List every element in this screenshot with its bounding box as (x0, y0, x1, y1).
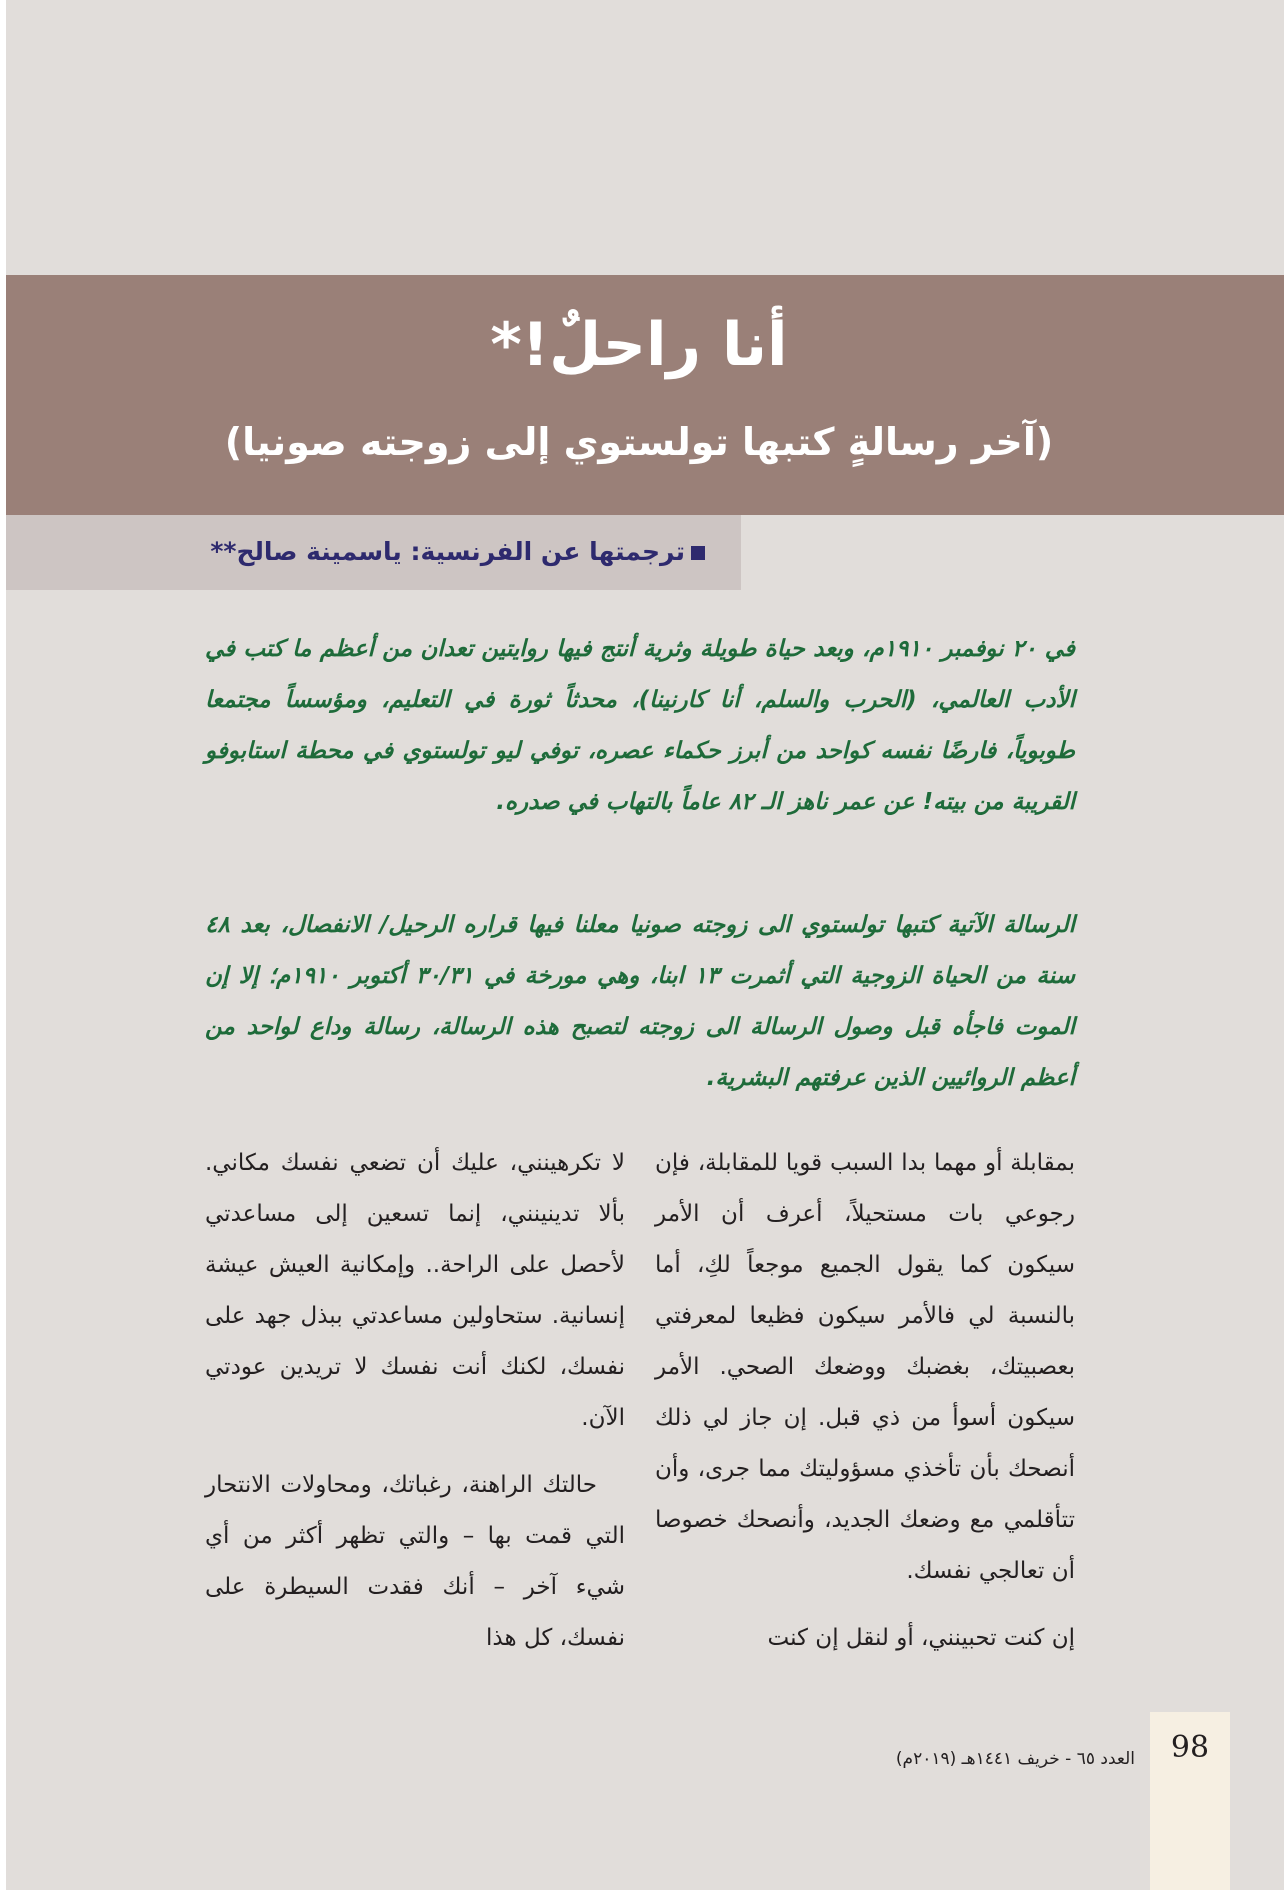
issue-info: العدد ٦٥ - خريف ١٤٤١هـ (٢٠١٩م) (895, 1749, 1135, 1769)
translator-text: ترجمتها عن الفرنسية: ياسمينة صالح** (210, 537, 685, 566)
article-subtitle: (آخر رسالةٍ كتبها تولستوي إلى زوجته صونيا) (224, 420, 1054, 464)
translator-credit (200, 530, 705, 574)
intro-paragraph-2: الرسالة الآتية كتبها تولستوي الى زوجته صونيا معلنا فيها قراره الرحيل/ الانفصال، بعد ٤٨ سنة من الحياة الزوجية التي أثمرت ١٣ ابنا، وهي مورخة في ٣٠/٣١ أكتوبر ١٩١٠م؛ إلا إن الموت فاجأه قبل وصول الرسالة الى زوجته لتصبح هذه الرسالة، رسالة وداع لواحد من أعظم الروائيين الذين عرفتهم البشرية. (205, 912, 1075, 1091)
intro-paragraph-1: في ٢٠ نوفمبر ١٩١٠م، وبعد حياة طويلة وثرية أنتج فيها روايتين تعدان من أعظم ما كتب في الأدب العالمي، (الحرب والسلم، أنا كارنينا)، محدثاً ثورة في التعليم، ومؤسساً مجتمعا طوبوياً، فارضًا نفسه كواحد من أبرز حكماء عصره، توفي ليو تولستوي في محطة استابوفو القريبة من بيته! عن عمر ناهز الـ ٨٢ عاماً بالتهاب في صدره. (205, 636, 1075, 815)
body-paragraph: حالتك الراهنة، رغباتك، ومحاولات الانتحار التي قمت بها – والتي تظهر أكثر من أي شيء آخر – أنك فقدت السيطرة على نفسك، كل هذا (205, 1472, 625, 1651)
page-number: 98 (1170, 1730, 1210, 1765)
article-title: أنا راحلٌ!* (490, 310, 788, 380)
body-paragraph: بمقابلة أو مهما بدا السبب قويا للمقابلة، فإن رجوعي بات مستحيلاً، أعرف أن الأمر سيكون كما يقول الجميع موجعاً لكِ، أما بالنسبة لي فالأمر سيكون فظيعا لمعرفتي بعصبيتك، بغضبك ووضعك الصحي. الأمر سيكون أسوأ من ذي قبل. إن جاز لي ذلك أنصحك بأن تأخذي مسؤوليتك مما جرى، وأن تتأقلمي مع وضعك الجديد، وأنصحك خصوصا أن تعالجي نفسك. (655, 1150, 1075, 1584)
body-paragraph: لا تكرهينني، عليك أن تضعي نفسك مكاني. بألا تدينينني، إنما تسعين إلى مساعدتي لأحصل على الراحة.. وإمكانية العيش عيشة إنسانية. ستحاولين مساعدتي ببذل جهد على نفسك، لكنك أنت نفسك لا تريدين عودتي الآن. (205, 1150, 625, 1431)
body-paragraph: إن كنت تحبينني، أو لنقل إن كنت (767, 1625, 1075, 1651)
square-bullet-icon (691, 546, 705, 560)
body-column-left (205, 1138, 625, 1680)
body-column-right (655, 1138, 1075, 1680)
